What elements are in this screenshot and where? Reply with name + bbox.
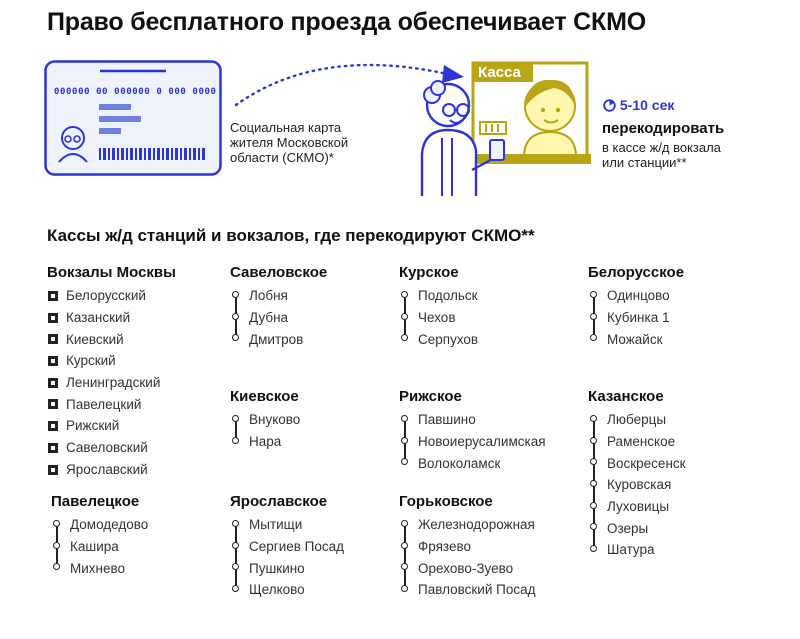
- station-name: Одинцово: [607, 288, 670, 304]
- route-line: [404, 548, 406, 565]
- station-dot-icon: [53, 520, 60, 527]
- station-square-icon: [48, 421, 58, 431]
- station-name: Новоиерусалимская: [418, 434, 546, 450]
- station-item: [588, 431, 686, 453]
- route-line: [593, 443, 595, 460]
- station-dot-icon: [401, 542, 408, 549]
- station-item: [230, 579, 344, 601]
- group-kievskoe: [230, 388, 300, 452]
- station-square-icon: [48, 378, 58, 388]
- station-dot-icon: [232, 291, 239, 298]
- route-line: [235, 548, 237, 565]
- station-item: [51, 557, 148, 579]
- group-savelovskoe: [230, 264, 327, 350]
- station-item: [399, 536, 535, 558]
- station-name: Дубна: [249, 310, 289, 326]
- station-dot-icon: [401, 520, 408, 527]
- station-name: Павелецкий: [66, 396, 142, 412]
- route-line: [593, 297, 595, 314]
- group-yaroslavskoe: [230, 493, 344, 601]
- station-item: [230, 328, 327, 350]
- station-item: [230, 431, 300, 453]
- station-name: Павшино: [418, 412, 476, 428]
- station-item: [588, 539, 686, 561]
- group-title: Белорусское: [588, 264, 685, 281]
- station-name: Ярославский: [66, 461, 148, 477]
- station-name: Внуково: [249, 412, 301, 428]
- station-dot-icon: [232, 334, 239, 341]
- card-caption: [230, 120, 348, 165]
- station-square-icon: [48, 465, 58, 475]
- route-line: [593, 319, 595, 336]
- station-item: [399, 328, 478, 350]
- station-name: Луховицы: [607, 499, 670, 515]
- station-name: Железнодорожная: [418, 517, 535, 533]
- station-name: Кашира: [70, 539, 119, 555]
- station-name: Павловский Посад: [418, 582, 536, 598]
- station-square-icon: [48, 399, 58, 409]
- group-rizhskoe: [399, 388, 546, 474]
- station-item: [588, 285, 684, 307]
- station-item: [399, 514, 535, 536]
- station-item: [399, 431, 546, 453]
- station-item: [230, 557, 344, 579]
- group-title: Ярославское: [230, 493, 328, 510]
- group-title: Казанское: [588, 388, 664, 405]
- station-dot-icon: [53, 542, 60, 549]
- station-name: Сергиев Посад: [249, 539, 345, 555]
- route-line: [404, 569, 406, 586]
- station-item: [47, 393, 176, 415]
- station-square-icon: [48, 356, 58, 366]
- station-item: [51, 514, 148, 536]
- station-name: Воскресенск: [607, 455, 686, 471]
- clock-icon: [603, 99, 616, 112]
- station-name: Дмитров: [249, 331, 304, 347]
- station-name: Белорусский: [66, 288, 146, 304]
- route-line: [593, 529, 595, 546]
- station-item: [47, 307, 176, 329]
- station-item: [47, 437, 176, 459]
- route-line: [404, 526, 406, 543]
- station-item: [230, 307, 327, 329]
- station-dot-icon: [401, 334, 408, 341]
- skmo-card-illustration: [44, 60, 222, 176]
- station-item: [399, 285, 478, 307]
- station-dot-icon: [401, 585, 408, 592]
- route-line: [593, 464, 595, 481]
- group-title: Вокзалы Москвы: [47, 264, 176, 281]
- route-line: [235, 421, 237, 438]
- station-name: Мытищи: [249, 517, 303, 533]
- station-dot-icon: [53, 563, 60, 570]
- station-name: Люберцы: [607, 412, 667, 428]
- station-name: Лобня: [249, 288, 288, 304]
- station-item: [588, 409, 686, 431]
- time-text: 5-10 сек: [619, 97, 675, 113]
- card-caption-line: области (СКМО)*: [230, 150, 334, 165]
- station-dot-icon: [232, 313, 239, 320]
- station-name: Михнево: [70, 560, 126, 576]
- group-belorusskoe: [588, 264, 684, 350]
- group-gorkovskoe: [399, 493, 535, 601]
- route-line: [404, 421, 406, 438]
- card-caption-line: Социальная карта: [230, 120, 342, 135]
- station-name: Озеры: [607, 520, 649, 536]
- group-kurskoe: [399, 264, 478, 350]
- group-title: Рижское: [399, 388, 462, 405]
- station-item: [588, 328, 684, 350]
- page-title: Право бесплатного проезда обеспечивает СКМО: [47, 8, 646, 36]
- group-title: Киевское: [230, 388, 299, 405]
- station-name: Савеловский: [66, 440, 148, 456]
- station-name: Куровская: [607, 477, 672, 493]
- station-dot-icon: [401, 563, 408, 570]
- station-name: Кубинка 1: [607, 310, 670, 326]
- station-name: Можайск: [607, 331, 663, 347]
- station-item: [588, 496, 686, 518]
- station-item: [230, 285, 327, 307]
- station-dot-icon: [232, 437, 239, 444]
- station-item: [588, 517, 686, 539]
- station-dot-icon: [590, 437, 597, 444]
- station-item: [47, 459, 176, 481]
- station-item: [399, 452, 546, 474]
- group-title: Горьковское: [399, 493, 493, 510]
- station-dot-icon: [590, 334, 597, 341]
- station-dot-icon: [590, 545, 597, 552]
- station-item: [230, 514, 344, 536]
- station-square-icon: [48, 291, 58, 301]
- station-dot-icon: [401, 437, 408, 444]
- station-dot-icon: [590, 480, 597, 487]
- station-item: [399, 579, 535, 601]
- route-line: [404, 443, 406, 460]
- station-item: [399, 557, 535, 579]
- station-name: Серпухов: [418, 331, 479, 347]
- station-item: [47, 415, 176, 437]
- recode-subtitle: [602, 140, 721, 170]
- station-item: [47, 328, 176, 350]
- route-line: [235, 569, 237, 586]
- group-title: Савеловское: [230, 264, 328, 281]
- route-line: [235, 526, 237, 543]
- station-dot-icon: [232, 520, 239, 527]
- station-dot-icon: [590, 313, 597, 320]
- station-name: Раменское: [607, 434, 676, 450]
- group-title: Курское: [399, 264, 459, 281]
- group-title: Павелецкое: [51, 493, 140, 510]
- card-caption-line: жителя Московской: [230, 135, 349, 150]
- station-item: [230, 409, 300, 431]
- card-number: 000000 00 000000 0 000 0000: [54, 87, 217, 97]
- station-dot-icon: [590, 291, 597, 298]
- station-name: Волоколамск: [418, 455, 501, 471]
- station-item: [588, 307, 684, 329]
- recode-title: перекодировать: [602, 120, 725, 137]
- station-item: [588, 474, 686, 496]
- route-line: [56, 548, 58, 565]
- station-dot-icon: [401, 415, 408, 422]
- station-dot-icon: [232, 563, 239, 570]
- route-line: [593, 421, 595, 438]
- station-dot-icon: [590, 458, 597, 465]
- station-dot-icon: [401, 291, 408, 298]
- station-name: Домодедово: [70, 517, 149, 533]
- station-name: Фрязево: [418, 539, 472, 555]
- station-item: [51, 536, 148, 558]
- group-vokzaly: [47, 264, 176, 480]
- group-kazanskoe: [588, 388, 686, 561]
- station-dot-icon: [401, 313, 408, 320]
- station-dot-icon: [590, 502, 597, 509]
- route-line: [404, 319, 406, 336]
- station-item: [230, 536, 344, 558]
- station-item: [588, 452, 686, 474]
- route-line: [404, 297, 406, 314]
- station-name: Чехов: [418, 310, 456, 326]
- time-badge: [603, 97, 674, 113]
- route-line: [235, 297, 237, 314]
- station-square-icon: [48, 313, 58, 323]
- station-name: Щелково: [249, 582, 305, 598]
- route-line: [235, 319, 237, 336]
- station-dot-icon: [401, 458, 408, 465]
- station-dot-icon: [232, 415, 239, 422]
- section-title: Кассы ж/д станций и вокзалов, где перекодируют СКМО**: [47, 226, 535, 245]
- recode-subtitle-line: или станции**: [602, 155, 687, 170]
- recode-subtitle-line: в кассе ж/д вокзала: [602, 140, 721, 155]
- station-square-icon: [48, 334, 58, 344]
- station-name: Пушкино: [249, 560, 305, 576]
- station-dot-icon: [590, 523, 597, 530]
- station-name: Нара: [249, 434, 282, 450]
- station-square-icon: [48, 443, 58, 453]
- route-line: [593, 486, 595, 503]
- station-dot-icon: [590, 415, 597, 422]
- station-dot-icon: [232, 585, 239, 592]
- station-name: Ленинградский: [66, 375, 161, 391]
- station-item: [399, 409, 546, 431]
- station-name: Киевский: [66, 331, 124, 347]
- station-name: Подольск: [418, 288, 478, 304]
- station-item: [47, 350, 176, 372]
- station-name: Рижский: [66, 418, 120, 434]
- route-line: [593, 508, 595, 525]
- station-name: Казанский: [66, 310, 131, 326]
- station-item: [47, 372, 176, 394]
- kassa-label: Касса: [478, 64, 521, 81]
- route-line: [56, 526, 58, 543]
- station-item: [399, 307, 478, 329]
- station-name: Курский: [66, 353, 116, 369]
- station-item: [47, 285, 176, 307]
- station-name: Шатура: [607, 542, 655, 558]
- station-name: Орехово-Зуево: [418, 560, 514, 576]
- station-dot-icon: [232, 542, 239, 549]
- group-paveletskoe: [51, 493, 148, 579]
